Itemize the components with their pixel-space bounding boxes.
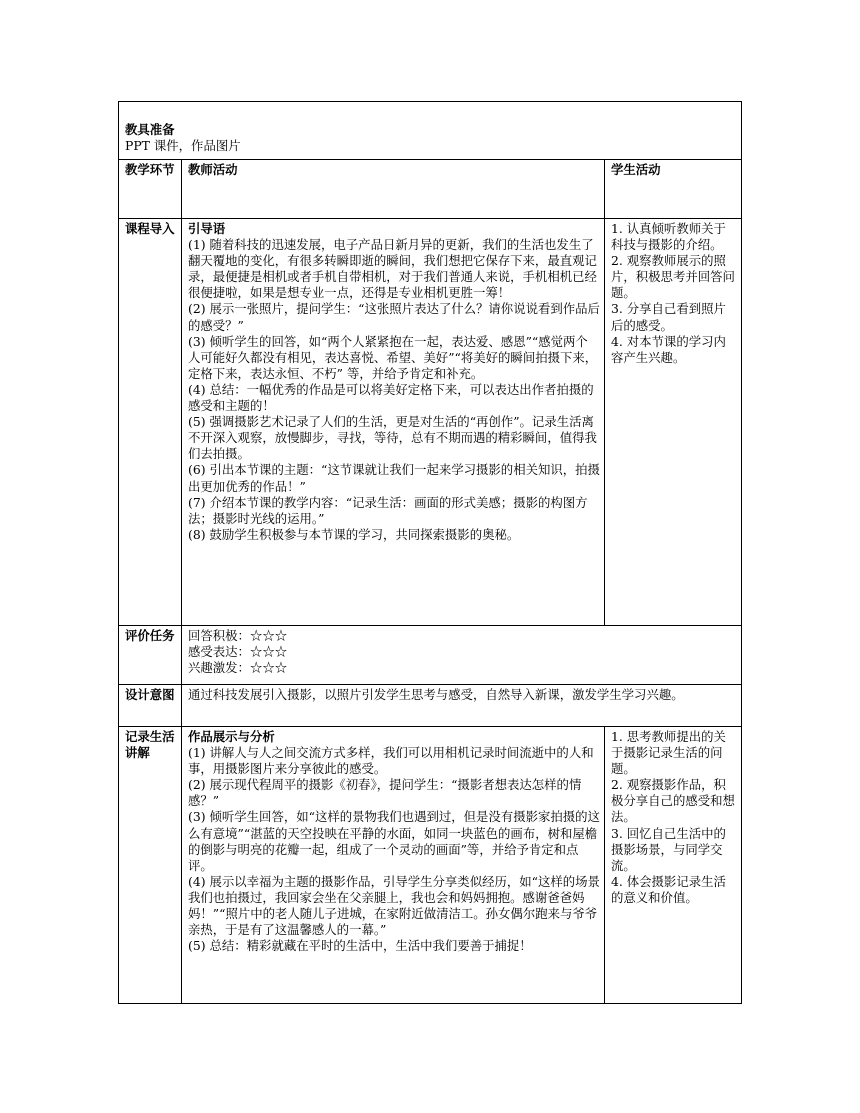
intro-student-item: 4. 对本节课的学习内容产生兴趣。 [611,333,726,365]
life-student-item: 4. 体会摄影记录生活的意义和价值。 [611,873,726,905]
row-intro-student [605,219,742,626]
row-life-title: 作品展示与分析 [188,729,275,744]
life-student-item: 2. 观察摄影作品，积极分享自己的感受和想法。 [611,777,735,825]
row-evaluation [119,626,742,685]
evaluation-item: 兴趣激发：☆☆☆ [188,660,288,676]
row-evaluation-label: 评价任务 [119,626,182,685]
row-life-teacher [182,727,605,1004]
intro-item: (8) 鼓励学生积极参与本节课的学习，共同探索摄影的奥秘。 [188,526,520,542]
prep-title: 教具准备 [125,122,175,137]
row-design [119,685,742,727]
evaluation-item: 回答积极：☆☆☆ [188,628,288,643]
life-item: (5) 总结：精彩就藏在平时的生活中，生活中我们要善于捕捉！ [188,938,532,954]
prep-cell [119,102,742,160]
intro-item: (5) 强调摄影艺术记录了人们的生活，更是对生活的“再创作”。记录生活离不开深入观察，放慢脚步，寻找，等待，总有不期而遇的精彩瞬间，值得我们去拍摄。 [188,414,597,462]
intro-item: (7) 介绍本节课的教学内容：“记录生活：画面的形式美感；摄影的构图方法；摄影时光线的运用。” [188,494,588,526]
prep-content: PPT 课件，作品图片 [125,138,241,154]
life-item: (1) 讲解人与人之间交流方式多样，我们可以用相机记录时间流逝中的人和事，用摄影图片来分享彼此的感受。 [188,745,594,777]
intro-item: (2) 展示一张照片，提问学生：“这张照片表达了什么？请你说说看到作品后的感受？” [188,301,600,333]
header-row [119,160,742,219]
life-student-item: 1. 思考教师提出的关于摄影记录生活的问题。 [611,729,726,777]
row-life-student [605,727,742,1004]
row-life-label: 记录生活讲解 [119,727,182,1004]
intro-item: (1) 随着科技的迅速发展，电子产品日新月异的更新，我们的生活也发生了翻天覆地的变化，有很多转瞬即逝的瞬间，我们想把它保存下来，最直观记录，最便捷是相机或者手机自带相机，对于我们普通人来说，手机相机已经很便捷啦，如果是想专业一点，还得是专业相机更胜一筹！ [188,237,597,301]
row-intro [119,219,742,626]
intro-student-item: 3. 分享自己看到照片后的感受。 [611,301,726,333]
intro-item: (6) 引出本节课的主题：“这节课就让我们一起来学习摄影的相关知识，拍摄出更加优秀的作品！” [188,462,600,494]
life-item: (4) 展示以幸福为主题的摄影作品，引导学生分享类似经历，如“这样的场景我们也拍摄过，我回家会坐在父亲腿上，我也会和妈妈拥抱。感谢爸爸妈妈！”“照片中的老人随儿子进城，在家附近做清洁工。孙女偶尔跑来与爷爷亲热，于是有了这温馨感人的一幕。” [188,873,600,938]
row-design-label: 设计意图 [119,685,182,727]
row-design-content: 通过科技发展引入摄影，以照片引发学生思考与感受，自然导入新课，激发学生学习兴趣。 [182,685,742,727]
evaluation-item: 感受表达：☆☆☆ [188,644,288,660]
row-life [119,727,742,1004]
intro-student-item: 1. 认真倾听教师关于科技与摄影的介绍。 [611,221,726,253]
prep-row [119,102,742,160]
row-evaluation-content [182,626,742,685]
life-item: (3) 倾听学生回答，如“这样的景物我们也遇到过，但是没有摄影家拍摄的这么有意境”“湛蓝的天空投映在平静的水面，如同一块蓝色的画布，树和屋檐的倒影与明亮的花瓣一起，组成了一个灵动的画面”等，并给予肯定和点评。 [188,809,600,873]
header-stage: 教学环节 [119,160,182,219]
lesson-plan-table [118,101,742,1004]
row-intro-teacher [182,219,605,626]
life-student-item: 3. 回忆自己生活中的摄影场景，与同学交流。 [611,825,726,873]
intro-item: (3) 倾听学生的回答，如“两个人紧紧抱在一起，表达爱、感恩”“感觉两个人可能好久都没有相见，表达喜悦、希望、美好”“将美好的瞬间拍摄下来，定格下来，表达永恒、不朽” 等，并给予肯定和补充。 [188,333,598,381]
row-intro-label: 课程导入 [119,219,182,626]
header-teacher: 教师活动 [182,160,605,219]
life-item: (2) 展示现代程周平的摄影《初春》，提问学生：“摄影者想表达怎样的情感？” [188,777,582,809]
header-student: 学生活动 [605,160,742,219]
intro-item: (4) 总结：一幅优秀的作品是可以将美好定格下来，可以表达出作者拍摄的感受和主题的！ [188,381,594,414]
intro-student-item: 2. 观察教师展示的照片，积极思考并回答问题。 [611,253,735,301]
row-intro-title: 引导语 [188,221,226,236]
